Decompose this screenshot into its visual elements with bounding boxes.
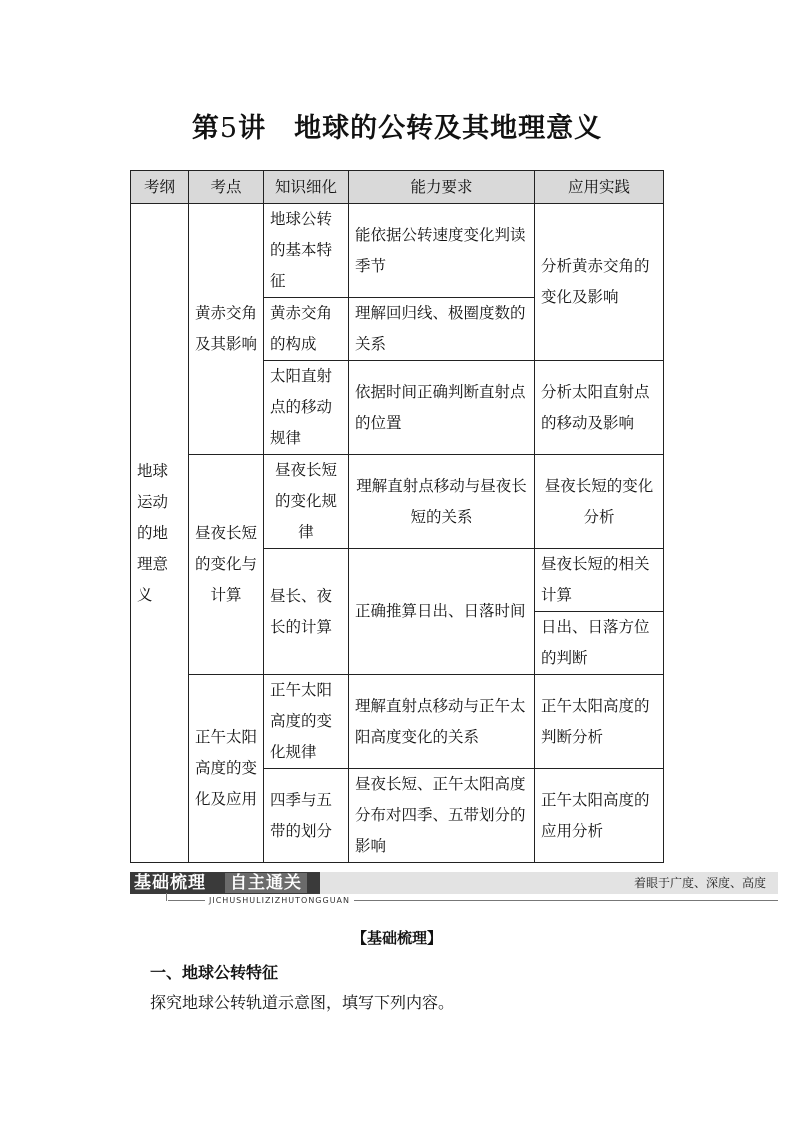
ability-cell: 理解直射点移动与正午太阳高度变化的关系 (349, 675, 535, 769)
heading-1: 一、地球公转特征 (150, 963, 279, 982)
paragraph-1: 探究地球公转轨道示意图，填写下列内容。 (150, 993, 455, 1012)
practice-cell: 分析太阳直射点的移动及影响 (535, 361, 664, 455)
practice-cell: 正午太阳高度的应用分析 (535, 769, 664, 863)
banner-label-basic: 基础梳理 (134, 873, 206, 893)
detail-cell: 四季与五带的划分 (264, 769, 349, 863)
detail-cell: 正午太阳高度的变化规律 (264, 675, 349, 769)
header-practice: 应用实践 (535, 171, 664, 204)
detail-cell: 昼长、夜长的计算 (264, 549, 349, 675)
practice-cell: 日出、日落方位的判断 (535, 612, 664, 675)
practice-cell: 昼夜长短的相关计算 (535, 549, 664, 612)
ability-cell: 理解回归线、极圈度数的关系 (349, 298, 535, 361)
detail-cell: 黄赤交角的构成 (264, 298, 349, 361)
table-row (131, 204, 664, 298)
header-topic: 考点 (189, 171, 264, 204)
banner-motto: 着眼于广度、深度、高度 (633, 876, 766, 890)
section-banner (130, 872, 778, 896)
detail-cell: 地球公转的基本特征 (264, 204, 349, 298)
header-detail: 知识细化 (264, 171, 349, 204)
topic-cell: 昼夜长短的变化与计算 (189, 455, 264, 675)
lecture-number: 5 (219, 113, 239, 144)
table-row (131, 455, 664, 549)
ability-cell: 正确推算日出、日落时间 (349, 549, 535, 675)
syllabus-table (130, 170, 664, 863)
practice-cell: 分析黄赤交角的变化及影响 (535, 204, 664, 361)
ability-cell: 理解直射点移动与昼夜长短的关系 (349, 455, 535, 549)
topic-cell: 黄赤交角及其影响 (189, 204, 264, 455)
header-outline: 考纲 (131, 171, 189, 204)
table-header-row (131, 171, 664, 204)
banner-label-self: 自主通关 (225, 873, 307, 893)
practice-cell: 正午太阳高度的判断分析 (535, 675, 664, 769)
header-ability: 能力要求 (349, 171, 535, 204)
title-text: 讲 地球的公转及其地理意义 (238, 113, 603, 144)
topic-cell: 正午太阳高度的变化及应用 (189, 675, 264, 863)
detail-cell: 昼夜长短的变化规律 (264, 455, 349, 549)
banner-pinyin: JICHUSHULIZIZHUTONGGUAN (205, 896, 354, 905)
ability-cell: 能依据公转速度变化判读季节 (349, 204, 535, 298)
outline-cell: 地球运动的地理意义 (131, 204, 189, 863)
banner-underline-hook (166, 893, 167, 901)
ability-cell: 依据时间正确判断直射点的位置 (349, 361, 535, 455)
ability-cell: 昼夜长短、正午太阳高度分布对四季、五带划分的影响 (349, 769, 535, 863)
practice-cell: 昼夜长短的变化分析 (535, 455, 664, 549)
title-prefix: 第 (191, 113, 220, 144)
page-title (0, 106, 794, 145)
detail-cell: 太阳直射点的移动规律 (264, 361, 349, 455)
section-label: 【基础梳理】 (351, 929, 442, 947)
table-row (131, 675, 664, 769)
